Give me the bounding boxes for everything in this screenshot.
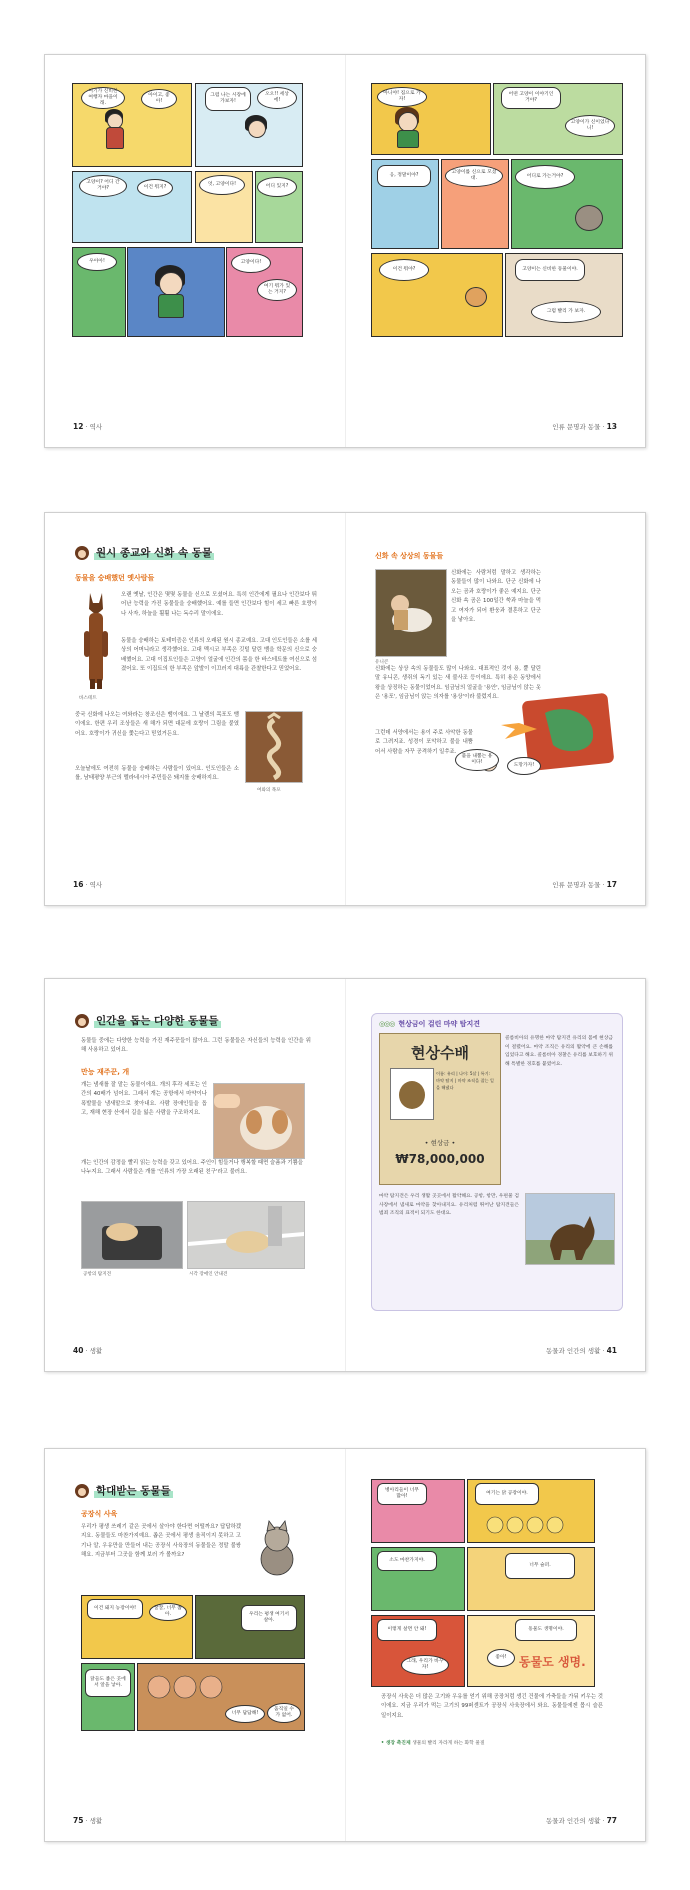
speech-bubble: 고양이가 신이었다니! [565,115,615,137]
snake-relief-image [245,711,303,783]
book-spread-helper-animals [44,978,646,1372]
speech-bubble: 아이고, 좋아! [141,89,177,109]
section-heading [75,545,214,560]
body-text: 공장식 사육은 더 많은 고기와 우유를 얻기 위해 공장처럼 생긴 건물에 가축들을 가둬 키우는 것이에요. 지금 우리가 먹는 고기의 99퍼센트가 공장식 사육장에서 와요. 동물들에겐 몹시 슬픈 일이지요. [381,1694,603,1719]
page-footer-left: 12 · 역사 [73,422,103,431]
image-caption: 공항의 탐지견 [83,1272,112,1277]
bastet-statue-image [81,591,111,691]
speech-bubble: 우아아! [77,253,117,271]
body-text: 개는 인간의 감정을 빨리 읽는 능력을 갖고 있어요. 주인이 힘들거나 행복할 때면 슬픔과 기쁨을 나누지요. 그래서 사람들은 개를 '인류의 가장 오래된 친구'라고 불러요. [81,1160,303,1176]
book-spread-abused-animals [44,1448,646,1842]
triple-circle-icon: ◎◎◎ [379,1020,395,1028]
pigs-illustration [145,1669,225,1703]
image-caption: 시각 장애인 안내견 [189,1272,228,1277]
body-text: 개는 냄새를 잘 맡는 동물이에요. 개의 후각 세포는 인간의 40배가 넘어요. 그래서 개는 공항에서 마약이나 폭발물을 냄새맡으로 찾아내요. 사람 장애인들을 돕고, 재해 현장 산에서 길을 잃은 사람을 구조하지요. [81,1082,207,1117]
image-caption: 바스테트 [79,696,97,701]
box-title: 현상금이 걸린 마약 탐지견 [398,1020,481,1028]
gutter [345,1449,346,1841]
section-title: 인간을 돕는 다양한 동물들 [96,1015,219,1027]
poster-title: 현상수배 [411,1044,469,1062]
chicks-illustration [485,1509,585,1537]
poster-info: 이름: 유리 | 나이: 5살 | 특기: 마약 탐지 | 마약 조직을 잡는 일을 해냈다 [436,1071,494,1090]
speech-bubble: 너무 슬퍼. [505,1553,575,1579]
page-footer-left: 40 · 생활 [73,1346,103,1355]
subheading: 신화 속 상상의 동물들 [375,552,444,560]
gutter [345,513,346,905]
speech-bubble: 우리는 평생 여기서 살아. [241,1605,297,1631]
footnote [381,1739,485,1746]
shepherd-dog-photo [525,1193,615,1265]
speech-bubble: 닭들도 좁은 곳에서 알을 낳아. [85,1669,131,1697]
speech-bubble: 어떤 고양이 이야기인 거야? [501,87,561,109]
speech-bubble: 이건 뭐지? [137,179,173,197]
speech-bubble: 엇, 고양이다! [199,175,245,195]
speech-bubble: 고양이를 신으로 모셨대. [445,165,503,187]
speech-bubble: 이렇게 살면 안 돼! [377,1619,437,1641]
speech-bubble: 여기가 신비한 여행자 마을이래. [81,87,125,109]
poster-reward-amount: ₩78,000,000 [395,1152,485,1166]
speech-bubble: 꿀꿀, 너무 좁아. [149,1603,187,1621]
subheading: 공장식 사육 [81,1510,118,1518]
speech-bubble: 어디로 가는거야? [515,165,575,189]
body-text: 마약 탐지견은 우리 생활 곳곳에서 활약해요. 공항, 항만, 우편물 검사장에서 냄새로 마약을 찾아내지요. 유리처럼 뛰어난 탐지견들은 범죄 조직의 표적이 되기도 한대요. [379,1194,519,1217]
speech-bubble: 고양이다! [231,253,271,273]
speech-bubble: 너무 답답해! [225,1705,265,1723]
subheading: 동물을 숭배했던 옛사람들 [75,574,155,582]
speech-bubble: 동물도 생명이야. [515,1619,577,1641]
page-footer-left: 75 · 생활 [73,1816,103,1825]
cat-illustration [251,1519,303,1579]
speech-bubble: 그럼 빨리 가 보자. [531,301,601,323]
speech-bubble: 여기 뭐가 있는 거지? [257,279,297,301]
body-text: 오랜 옛날, 인간은 몇몇 동물을 신으로 모셨어요. 특히 인간에게 필요나 인간보다 뛰어난 능력을 가진 동물들을 숭배했어요. 예를 들면 인간보다 힘이 세고 빠른 호랑이나 사자, 하늘을 훨훨 나는 독수리 말이에요. [121,592,317,617]
speech-bubble: 좋아! [487,1649,515,1667]
speech-bubble: 여기는 닭 공장이야. [475,1483,539,1505]
speech-bubble: 이건 뭐야? [379,259,429,281]
body-text: 동물을 숭배하는 토테미즘은 인류의 오래된 원시 종교예요. 고대 인도인들은 소를 세상의 어머니라고 생각했어요. 고대 멕시코 부족은 깃털 달린 뱀을 학문의 신으로 숭배했어요. 고대 이집트인들은 고양이 얼굴에 인간의 몸을 한 바스테트를 여신으로 섬겼어요. 또 이집트의 한 부족은 앞발이 이끄러지 대륙을 관찰한다고 믿었어요. [121,638,317,673]
section-heading [75,1483,173,1498]
body-text: 우리가 평생 쓰레기 같은 곳에서 살아야 한다면 어떨까요? 답답하겠지요. 동물들도 마찬가지예요. 좁은 곳에서 평생 움직이지 못하고 고기나 알, 우유만을 만들어 내는 공장식 사육장의 동물들은 정말 불쌍해요. 지금부터 그곳을 함께 보러 가 볼까요? [81,1524,241,1559]
section-title: 원시 종교와 신화 속 동물 [96,547,213,559]
section-heading [75,1013,221,1028]
page-footer-right: 동물과 인간의 생활 · 77 [545,1816,617,1825]
speech-bubble: 고양이? 어디 간거야? [79,175,127,197]
body-text: 신화에는 사람처럼 말하고 생각하는 동물들이 많이 나와요. 단군 신화에 나오는 곰과 호랑이가 좋은 예지요. 단군 신화 속 곰은 100일간 쑥과 마늘을 먹고 여자가 되어 환웅과 결혼하고 단군을 낳아요. [451,570,541,624]
speech-bubble: 병아리들이 너무 많아! [377,1483,427,1505]
character-face-icon [75,546,89,560]
box-title-row [379,1019,480,1029]
unicorn-painting-image [375,569,447,657]
dragon-illustration [475,693,615,783]
body-text: 그런데 서양에서는 용이 주로 사악한 동물로 그려지죠. 성경이 포악하고 불을 내뿜어서 사람을 자꾸 공격하기 일쑤죠. [375,730,473,755]
puppy-photo [213,1083,305,1159]
wanted-poster [379,1033,501,1185]
speech-bubble: 고양이는 신비한 동물이야. [515,259,585,281]
book-spread-comic [44,54,646,448]
body-text: 오늘날에도 여전히 동물을 숭배하는 사람들이 있어요. 인도인들은 소를, 남태평양 부근의 멜라네시아 주민들은 돼지를 숭배하지요. [75,766,239,782]
speech-bubble: 도망가자! [507,757,541,775]
footnote-text: 생물의 빨리 자라게 하는 화학 물질 [412,1741,485,1746]
speech-bubble: 그럼 나는 시장에 가보자! [205,87,251,111]
image-caption: 유니콘 [375,660,389,665]
body-text: 콜롬비아의 유명한 마약 탐지견 유리의 몸에 현상금이 걸렸어요. 마약 조직은 유리의 활약에 큰 손해를 입었다고 해요. 콜롬비아 경찰은 유리를 보호하기 위해 특별한 경호를 붙였어요. [505,1036,613,1067]
poster-photo [390,1068,434,1120]
page-footer-left: 16 · 역사 [73,880,103,889]
gutter [345,979,346,1371]
character-face-icon [75,1014,89,1028]
poster-reward-label: • 현상금 • [424,1139,456,1147]
speech-bubble: 아니야! 집으로 가자! [377,87,427,107]
image-caption: 여와의 목포 [257,788,281,793]
character-face-icon [75,1484,89,1498]
body-text: 동물들 중에는 다양한 능력을 가진 재주꾼들이 많아요. 그런 동물들은 자신들의 능력을 인간을 위해 사용하고 있어요. [81,1038,311,1054]
speech-bubble: 그래, 우리가 바꾸자! [401,1655,449,1675]
book-spread-myth [44,512,646,906]
airport-detection-dog-photo [81,1201,183,1269]
body-text: 중국 신화에 나오는 여와라는 창조신은 뱀이에요. 그 날렌의 목포도 뱀이에요. 한편 우리 조상들은 새 해가 되면 대문에 호랑이 그림을 붙였어요. 호랑이가 귀신을 쫓는다고 믿었거든요. [75,712,239,737]
speech-bubble: 소도 마찬가지야. [377,1551,437,1571]
section-title: 학대받는 동물들 [96,1485,171,1497]
gutter [345,55,346,447]
speech-bubble: 이건 돼지 농장이야! [87,1599,143,1619]
speech-bubble: 오오!! 세상에! [257,87,297,109]
big-comic-text: 동물도 생명. [519,1655,586,1669]
speech-bubble: 응, 정말이야? [377,165,431,187]
speech-bubble: 움직일 수가 없어. [267,1703,301,1723]
guide-dog-photo [187,1201,305,1269]
speech-bubble: 어디 있지? [257,177,297,197]
page-footer-right: 인류 문명과 동물 · 13 [552,422,617,431]
body-text: 신화에는 상상 속의 동물들도 많이 나와요. 대표적인 것이 용, 뿔 달린 말 유니콘, 생쥐의 독기 있는 새 불사조 등이에요. 특히 용은 동양에서 왕을 상징하는 동물이었어요. 임금님의 얼굴을 '용안', 임금님이 앉는 옷은 '용포', 임금님이 앉는 의자를 '용상'이라 불렀지요. [375,666,541,701]
footnote-label: • 생장 촉진제 [381,1741,411,1746]
page-footer-right: 동물과 인간의 생활 · 41 [545,1346,617,1355]
subheading: 만능 재주꾼, 개 [81,1068,130,1076]
speech-bubble: 불을 내뿜는 용이다! [455,749,499,771]
page-footer-right: 인류 문명과 동물 · 17 [552,880,617,889]
